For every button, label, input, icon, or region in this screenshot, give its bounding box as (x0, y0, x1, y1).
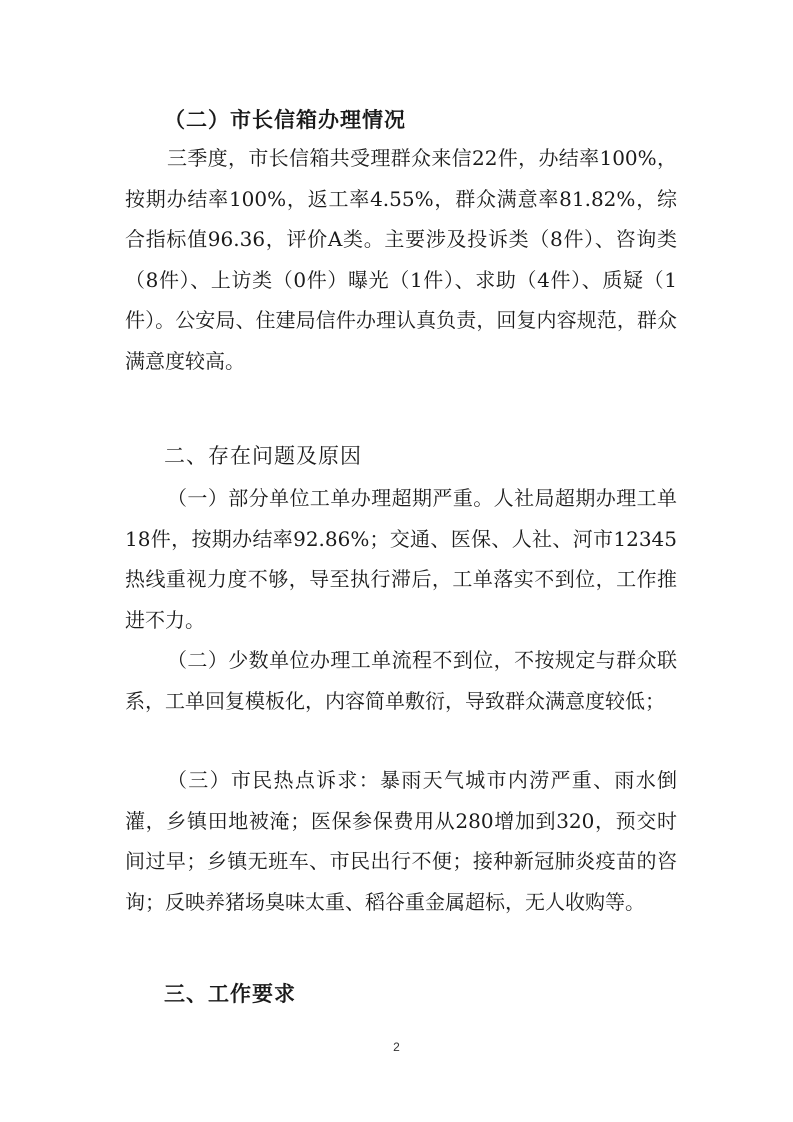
paragraph-mayor-mailbox: 三季度，市长信箱共受理群众来信22件，办结率100%，按期办结率100%，返工率4.55%，群众满意率81.82%，综合指标值96.36，评价A类。主要涉及投诉类（8件）、咨询类（8件）、上访类（0件）曝光（1件）、求助（4件）、质疑（1件）。公安局、住建局信件办理认真负责，回复内容规范，群众满意度较高。 (125, 146, 677, 373)
paragraph-problem-1: （一）部分单位工单办理超期严重。人社局超期办理工单18件，按期办结率92.86%；交通、医保、人社、河市12345热线重视力度不够，导至执行滞后，工单落实不到位，工作推进不力。 (125, 486, 677, 632)
paragraph-problem-3: （三）市民热点诉求：暴雨天气城市内涝严重、雨水倒灌，乡镇田地被淹；医保参保费用从280增加到320，预交时间过早；乡镇无班车、市民出行不便；接种新冠肺炎疫苗的咨询；反映养猪场臭味太重、稻谷重金属超标，无人收购等。 (125, 768, 677, 914)
section-heading-mayor-mailbox: （二）市长信箱办理情况 (164, 108, 406, 132)
section-heading-problems: 二、存在问题及原因 (164, 444, 362, 468)
paragraph-problem-2: （二）少数单位办理工单流程不到位，不按规定与群众联系，工单回复模板化，内容简单敷衍，导致群众满意度较低； (125, 648, 677, 713)
page-number: 2 (393, 1040, 400, 1054)
section-heading-requirements: 三、工作要求 (164, 982, 296, 1006)
